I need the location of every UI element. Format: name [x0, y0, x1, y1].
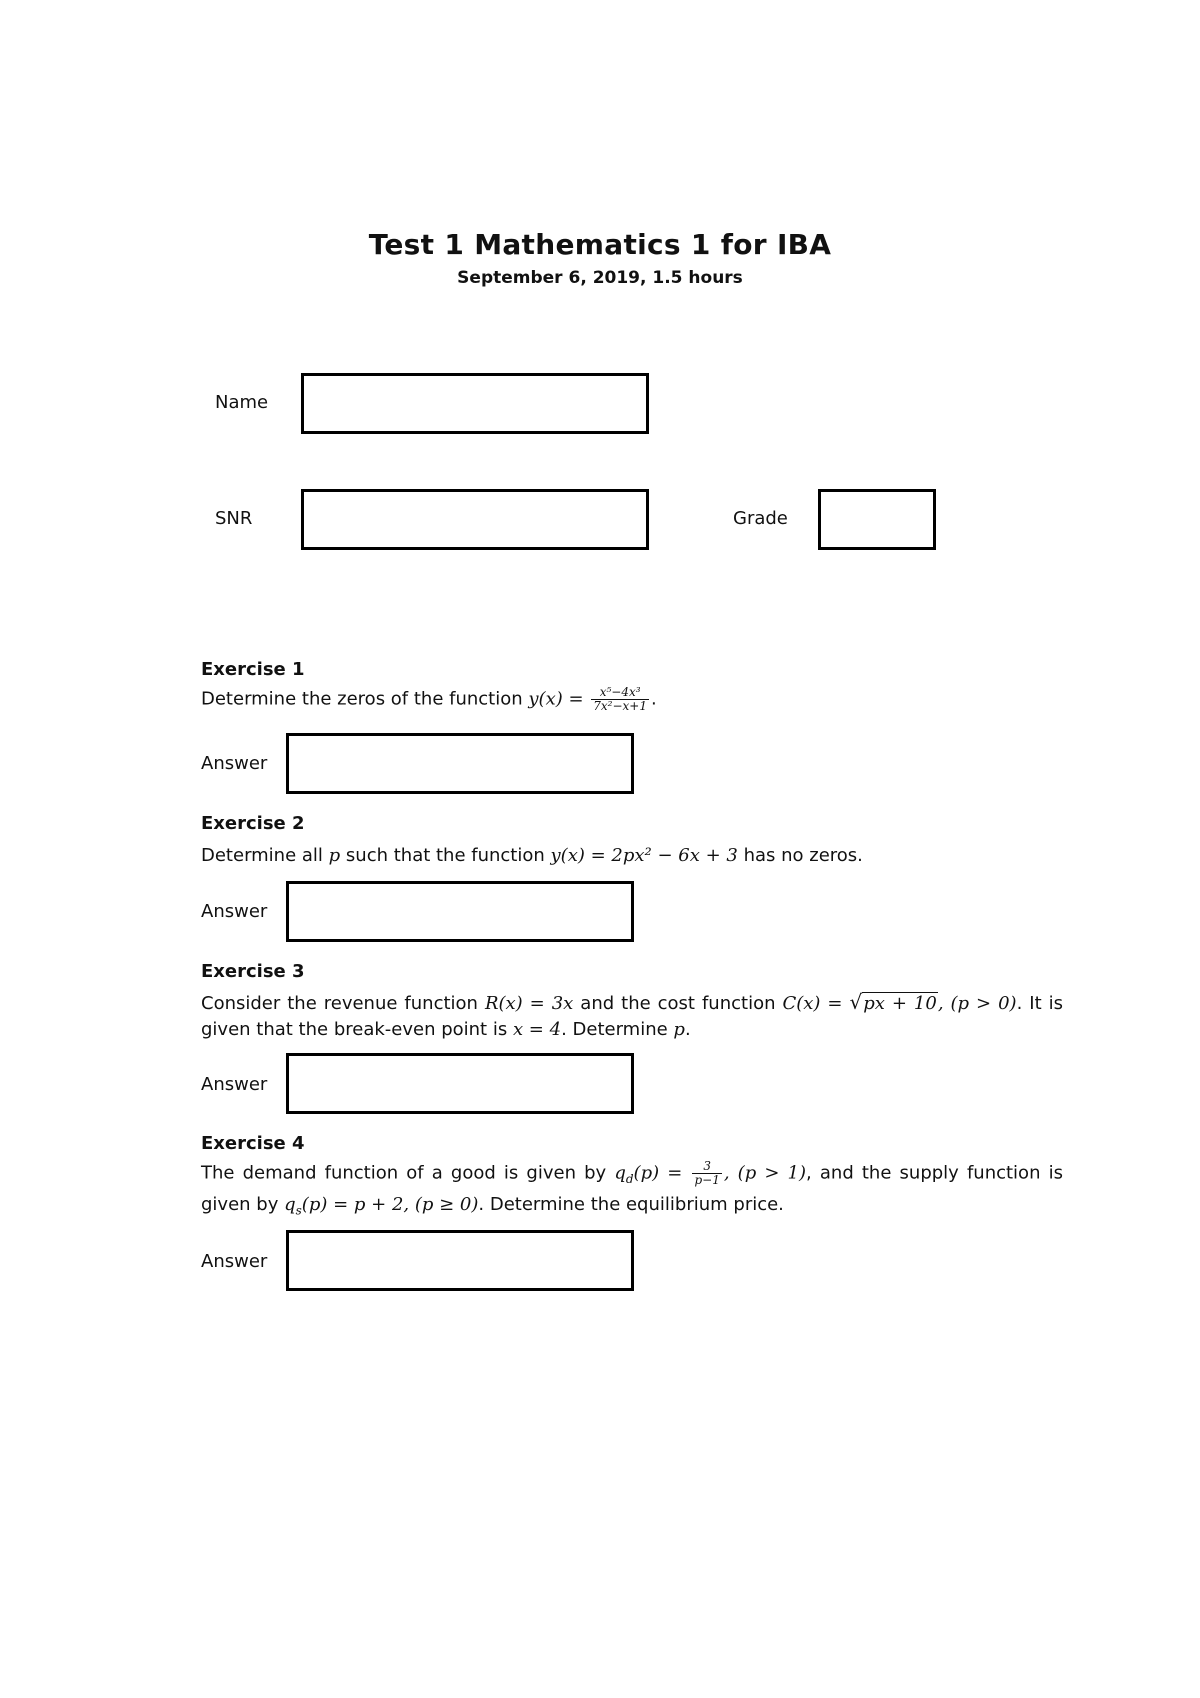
- sqrt-symbol: √: [849, 990, 863, 1014]
- grade-field[interactable]: [818, 489, 936, 550]
- exercise-3-answer-field[interactable]: [286, 1053, 634, 1114]
- exercise-2-text-c: has no zeros.: [737, 845, 863, 866]
- exercise-2-answer-field[interactable]: [286, 881, 634, 942]
- page-subtitle: September 6, 2019, 1.5 hours: [457, 268, 743, 288]
- exercise-1-title: Exercise 1: [201, 659, 305, 680]
- exercise-4-math-c2: (p) = p + 2, (p ≥ 0): [301, 1194, 479, 1216]
- exercise-4-answer-label: Answer: [201, 1251, 268, 1272]
- exercise-2-math-a: p: [328, 845, 341, 866]
- exercise-3-title: Exercise 3: [201, 961, 305, 982]
- exercise-4-answer-field[interactable]: [286, 1230, 634, 1291]
- exercise-3-text-c: . It is given that the break-even point is: [201, 993, 1063, 1040]
- exercise-3-text-a: Consider the revenue function: [201, 993, 485, 1014]
- exercise-1-text-b: .: [651, 688, 657, 710]
- exercise-3-text-b: and the cost function: [573, 993, 783, 1014]
- exercise-4-frac-den: p−1: [694, 1173, 720, 1187]
- exercise-3-text: [201, 989, 1063, 1043]
- exercise-4-fraction: [692, 1160, 721, 1187]
- exercise-4-math-b: , (p > 1): [723, 1162, 807, 1184]
- exercise-1-frac-num: x⁵−4x³: [591, 686, 649, 700]
- exercise-3-math-b: C(x) =: [782, 993, 850, 1014]
- page-title: Test 1 Mathematics 1 for IBA: [368, 228, 832, 261]
- snr-label: SNR: [215, 508, 253, 529]
- exercise-4-text-b: , and the supply function is given by: [201, 1162, 1063, 1216]
- exercise-3-math-c: , (p > 0): [937, 993, 1017, 1014]
- exercise-2-math-b: y(x) = 2px² − 6x + 3: [550, 845, 738, 866]
- exercise-3-math-a: R(x) = 3x: [484, 993, 574, 1014]
- exercise-1-frac-den: 7x²−x+1: [593, 699, 647, 713]
- exercise-1-text: [201, 686, 1063, 713]
- exercise-4-math-a2: (p) =: [633, 1162, 691, 1184]
- exercise-2-text-b: such that the function: [340, 845, 551, 866]
- exercise-2-text-a: Determine all: [201, 845, 329, 866]
- grade-label: Grade: [733, 508, 788, 529]
- exercise-4-text-c: . Determine the equilibrium price.: [478, 1194, 784, 1216]
- exercise-2-title: Exercise 2: [201, 813, 305, 834]
- exercise-2-text: [201, 843, 1063, 869]
- exercise-3-radicand: px + 10: [863, 993, 937, 1014]
- exercise-4-text: [201, 1160, 1063, 1224]
- exercise-4-math-a: q: [614, 1162, 626, 1184]
- name-field[interactable]: [301, 373, 649, 434]
- exercise-1-answer-label: Answer: [201, 753, 268, 774]
- exercise-3-text-e: .: [684, 1019, 691, 1040]
- exercise-3-math-e: p: [673, 1019, 685, 1040]
- snr-field[interactable]: [301, 489, 649, 550]
- exercise-3-math-d: x = 4: [512, 1019, 562, 1040]
- exercise-3-text-d: . Determine: [561, 1019, 674, 1040]
- exercise-4-math-c: q: [284, 1194, 296, 1216]
- name-label: Name: [215, 392, 269, 413]
- exercise-2-answer-label: Answer: [201, 901, 268, 922]
- exercise-1-text-a: Determine the zeros of the function: [201, 688, 529, 710]
- exercise-4-sub-a: d: [625, 1172, 634, 1187]
- exercise-4-title: Exercise 4: [201, 1133, 305, 1154]
- exercise-4-sub-c: s: [295, 1203, 302, 1218]
- exercise-4-text-a: The demand function of a good is given by: [201, 1162, 615, 1184]
- exercise-1-math-a: y(x) =: [528, 688, 590, 710]
- exercise-3-answer-label: Answer: [201, 1074, 268, 1095]
- exercise-1-fraction: [591, 686, 649, 713]
- exercise-1-answer-field[interactable]: [286, 733, 634, 794]
- exercise-4-frac-num: 3: [692, 1160, 721, 1174]
